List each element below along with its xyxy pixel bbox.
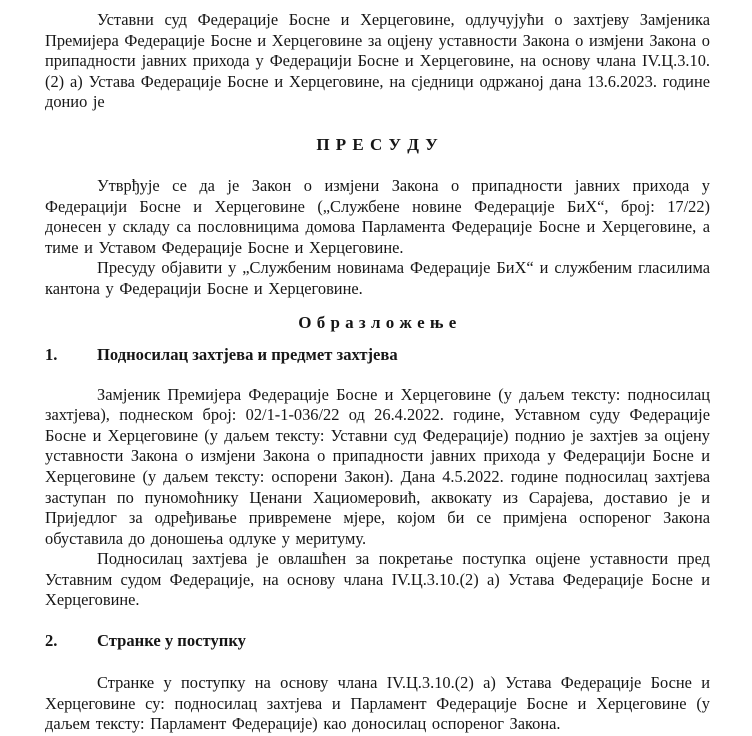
- section-1-title: Подносилац захтјева и предмет захтјева: [97, 344, 398, 364]
- section-2-heading: [45, 631, 710, 651]
- section-1-number: 1.: [45, 344, 58, 364]
- section-2-title: Странке у поступку: [97, 631, 246, 651]
- reasoning-title: О б р а з л о ж е њ е: [298, 312, 457, 332]
- judgment-title: П Р Е С У Д У: [316, 134, 439, 154]
- section-2-number: 2.: [45, 631, 58, 651]
- section-2-paragraph-1: Странке у поступку на основу члана IV.Ц.3.10.(2) а) Устава Федерације Босне и Херцеговине су: подносилац захтјева и Парламент Федерације Босне и Херцеговине (у даљем тексту: Парламент Федерације) као доносилац оспореног Закона.: [45, 673, 710, 734]
- section-1-paragraph-2: Подносилац захтјева је овлашћен за покретање поступка оцјене уставности пред Уставним судом Федерације, на основу члана IV.Ц.3.10.(2) а) Устава Федерације Босне и Херцеговине.: [45, 549, 710, 610]
- section-1-heading: [45, 345, 710, 365]
- intro-paragraph: Уставни суд Федерације Босне и Херцеговине, одлучујући о захтјеву Замјеника Премијера Федерације Босне и Херцеговине за оцјену уставности Закона о измјени Закона о припадности јавних прихода у Федерацији Босне и Херцеговине, на основу члана IV.Ц.3.10.(2) а) Устава Федерације Босне и Херцеговине, на сједници одржаној дана 13.6.2023. године донио је: [45, 10, 710, 112]
- section-1-paragraph-1: Замјеник Премијера Федерације Босне и Херцеговине (у даљем тексту: подносилац захтјева), поднеском број: 02/1-1-036/22 од 26.4.2022. године, Уставном суду Федерације Босне и Херцеговине (у даљем тексту: Уставни суд Федерације) поднио је захтјев за оцјену уставности Закона о измјени Закона о припадности јавних прихода у Федерацији Босне и Херцеговине (у даљем тексту: оспорени Закон). Дана 4.5.2022. године подносилац захтјева заступан по пуномоћнику Ценани Хациомеровић, аквокату из Сарајева, доставио је и Приједлог за одређивање привремене мјере, којом би се примјена оспореног Закона обуставила до доношења одлуке у меритуму.: [45, 384, 710, 548]
- operative-paragraph-1: Утврђује се да је Закон о измјени Закона о припадности јавних прихода у Федерацији Босне и Херцеговине („Службене новине Федерације БиХ“, број: 17/22) донесен у складу са пословницима домова Парламента Федерације Босне и Херцеговине, а тиме и Уставом Федерације Босне и Херцеговине.: [45, 175, 710, 257]
- operative-paragraph-2: Пресуду објавити у „Службеним новинама Федерације БиХ“ и службеним гласилима кантона у Федерацији Босне и Херцеговине.: [45, 258, 710, 298]
